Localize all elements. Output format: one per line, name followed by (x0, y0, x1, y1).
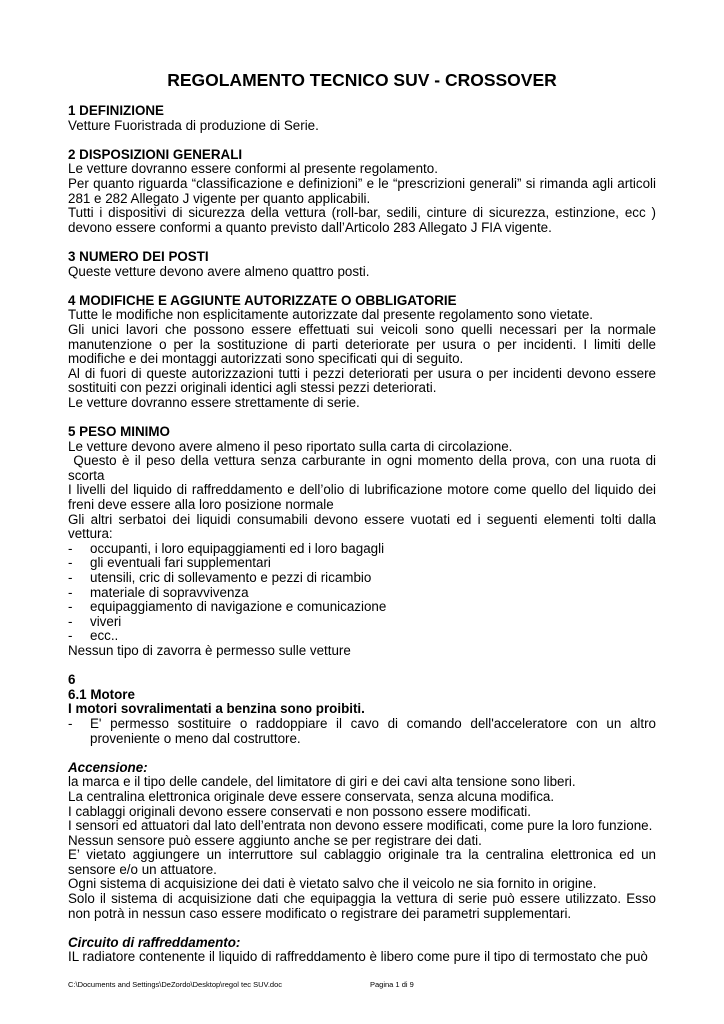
paragraph: I cablaggi originali devono essere conservati e non possono essere modificati. (68, 803, 531, 819)
section-heading: 2 DISPOSIZIONI GENERALI (68, 146, 243, 162)
list-item-text: materiale di sopravvivenza (90, 584, 249, 600)
dash-bullet: - (68, 584, 73, 600)
list-item (68, 615, 656, 630)
paragraph: Solo il sistema di acquisizione dati che equipaggia la vettura di serie può essere utilizzato. Esso non potrà in nessun caso essere modificato o registrare dei parametri supplementari. (68, 891, 656, 921)
section-definizione (68, 104, 656, 133)
list-item-text: viveri (90, 613, 122, 629)
section-disposizioni-generali (68, 148, 656, 236)
paragraph: Nessun tipo di zavorra è permesso sulle vetture (68, 642, 351, 658)
paragraph: La centralina elettronica originale deve essere conservata, senza alcuna modifica. (68, 788, 555, 804)
list-item (68, 556, 656, 571)
paragraph: Vetture Fuoristrada di produzione di Serie. (68, 117, 319, 133)
paragraph: IL radiatore contenente il liquido di raffreddamento è libero come pure il tipo di termostato che può (68, 949, 648, 965)
paragraph: Ogni sistema di acquisizione dei dati è vietato salvo che il veicolo ne sia fornito in origine. (68, 876, 597, 892)
paragraph: Per quanto riguarda “classificazione e definizioni” e le “prescrizioni generali” si rimanda agli articoli 281 e 282 Allegato J vigente per quanto applicabili. (68, 175, 656, 206)
dash-bullet: - (68, 570, 73, 585)
paragraph: Le vetture devono avere almeno il peso riportato sulla carta di circolazione. (68, 438, 513, 454)
paragraph: Gli altri serbatoi dei liquidi consumabili devono essere vuotati ed i seguenti elementi tolti dalla vettura: (68, 511, 656, 542)
list-item (68, 717, 656, 746)
list-item (68, 571, 656, 586)
paragraph: Le vetture dovranno essere strettamente di serie. (68, 394, 360, 410)
section-heading: 5 PESO MINIMO (68, 424, 170, 440)
list-item (68, 586, 656, 601)
section-heading: 3 NUMERO DEI POSTI (68, 248, 209, 264)
list-item-text: equipaggiamento di navigazione e comunicazione (90, 599, 387, 615)
paragraph: Le vetture dovranno essere conformi al presente regolamento. (68, 161, 438, 177)
list-item-text: occupanti, i loro equipaggiamenti ed i loro bagagli (90, 540, 385, 556)
subsection-heading: 6.1 Motore (68, 686, 135, 702)
paragraph: Tutte le modifiche non esplicitamente autorizzate dal presente regolamento sono vietate. (68, 307, 594, 323)
dash-bullet: - (68, 555, 73, 571)
paragraph-bold: I motori sovralimentati a benzina sono proibiti. (68, 701, 365, 717)
section-circuito-raffreddamento (68, 936, 656, 965)
dash-bullet: - (68, 628, 73, 644)
section-modifiche-aggiunte (68, 294, 656, 411)
paragraph: Queste vetture devono avere almeno quattro posti. (68, 263, 370, 279)
section-motore (68, 673, 656, 746)
list-item (68, 542, 656, 557)
list-item (68, 600, 656, 615)
section-heading: 1 DEFINIZIONE (68, 103, 164, 118)
section-number: 6 (68, 672, 76, 688)
paragraph: Questo è il peso della vettura senza carburante in ogni momento della prova, con una ruota di scorta (68, 453, 660, 483)
dash-bullet: - (68, 715, 73, 731)
paragraph: I sensori ed attuatori dal lato dell’entrata non devono essere modificati, come pure la loro funzione. (68, 818, 653, 834)
list-item (68, 629, 656, 644)
paragraph: Al di fuori di queste autorizzazioni tutti i pezzi deteriorati per usura o per incidenti devono essere sostituiti con pezzi originali identici agli stessi pezzi deteriorati. (68, 365, 656, 396)
list-item-text: ecc.. (90, 628, 119, 644)
paragraph: Tutti i dispositivi di sicurezza della vettura (roll-bar, sedili, cinture di sicurezza, estinzione, ecc ) devono essere conformi a quanto previsto dall’Articolo 283 Allegato J FIA vigente. (68, 205, 656, 235)
paragraph: Gli unici lavori che possono essere effettuati sui veicoli sono quelli necessari per la normale manutenzione o per la sostituzione di parti deteriorate per usura o per incidenti. I limiti delle modifiche e dei montaggi autorizzati sono specificati qui di seguito. (68, 321, 656, 367)
footer-file-path: C:\Documents and Settings\DeZordo\Desktop\regol tec SUV.doc (68, 980, 282, 989)
document-body (68, 103, 660, 965)
paragraph: E’ vietato aggiungere un interruttore sul cablaggio originale tra la centralina elettronica ed un sensore e/o un attuatore. (68, 847, 656, 877)
section-heading: 4 MODIFICHE E AGGIUNTE AUTORIZZATE O OBBLIGATORIE (68, 292, 457, 308)
section-peso-minimo (68, 424, 660, 659)
paragraph: la marca e il tipo delle candele, del limitatore di giri e dei cavi alta tensione sono liberi. (68, 774, 576, 790)
list-item-text: gli eventuali fari supplementari (90, 555, 271, 571)
subsection-heading: Accensione: (68, 759, 148, 775)
list-item-text: utensili, cric di sollevamento e pezzi di ricambio (90, 570, 372, 585)
section-numero-posti (68, 250, 656, 279)
footer-page-number: Pagina 1 di 9 (370, 980, 414, 989)
document-title: REGOLAMENTO TECNICO SUV - CROSSOVER (167, 70, 557, 90)
dash-bullet: - (68, 599, 73, 615)
list-item-text: E' permesso sostituire o raddoppiare il cavo di comando dell'acceleratore con un altro proveniente o meno dal costruttore. (90, 715, 656, 746)
paragraph: I livelli del liquido di raffreddamento e dell’olio di lubrificazione motore come quello del liquido dei freni deve essere alla loro posizione normale (68, 482, 656, 513)
subsection-heading: Circuito di raffreddamento: (68, 934, 241, 950)
dash-bullet: - (68, 540, 73, 556)
dash-bullet: - (68, 613, 73, 629)
paragraph: Nessun sensore può essere aggiunto anche se per registrare dei dati. (68, 832, 482, 848)
section-accensione (68, 761, 656, 922)
